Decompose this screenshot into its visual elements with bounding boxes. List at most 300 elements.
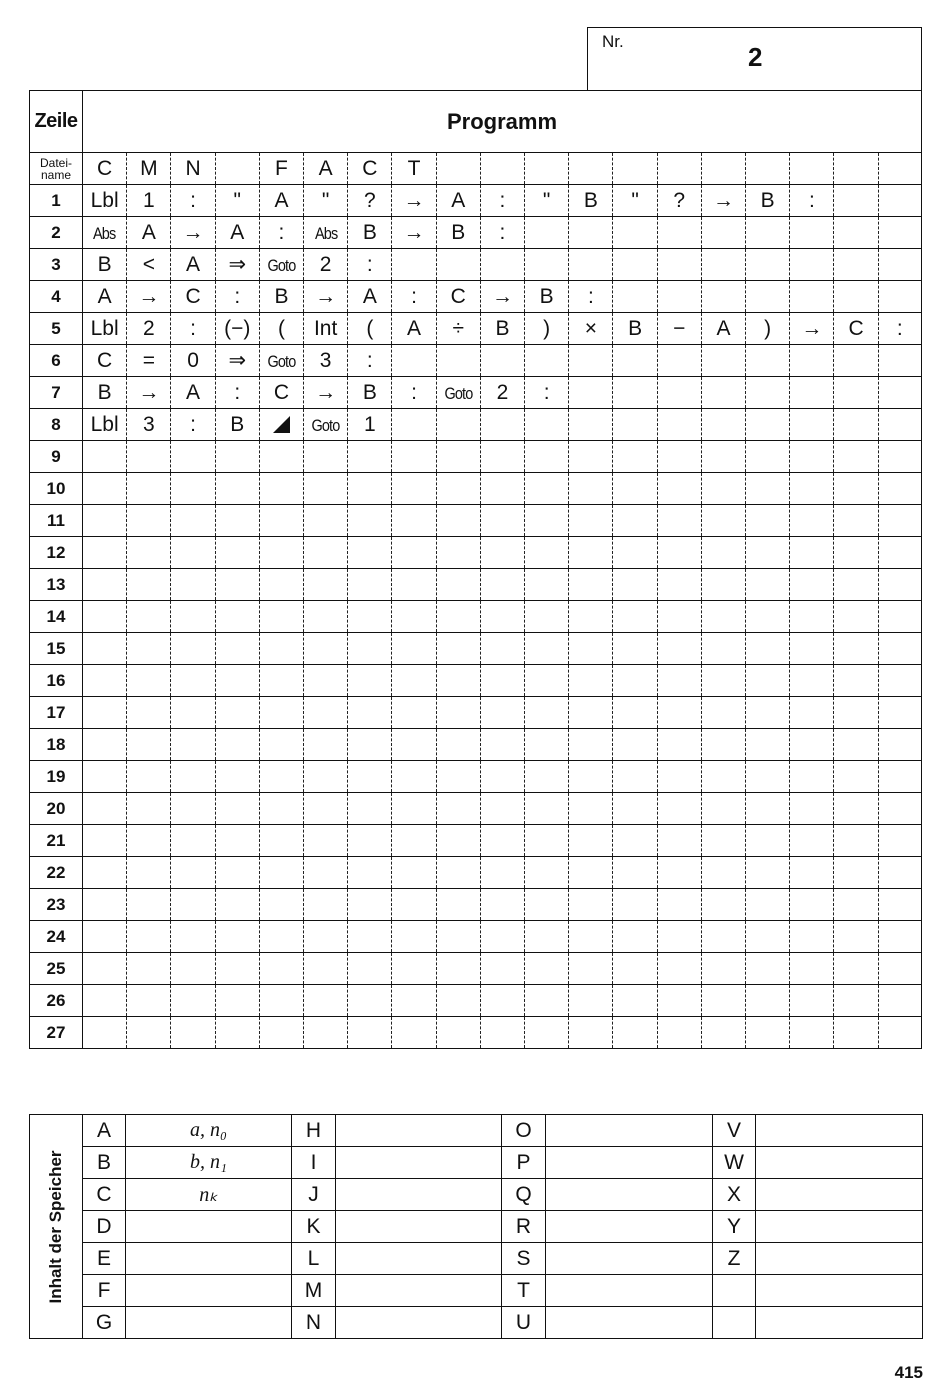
program-cell xyxy=(878,793,921,825)
program-cell xyxy=(569,217,613,249)
program-cell xyxy=(480,953,524,985)
program-cell: A xyxy=(171,249,215,281)
page-number: 415 xyxy=(894,1363,923,1382)
program-line xyxy=(30,249,922,281)
program-cell xyxy=(392,761,436,793)
program-cell xyxy=(259,985,303,1017)
program-cell xyxy=(746,377,790,409)
program-cell xyxy=(348,441,392,473)
dateiname-cell: T xyxy=(392,153,436,185)
program-cell xyxy=(525,761,569,793)
program-cell: : xyxy=(215,281,259,313)
line-number: 16 xyxy=(30,665,83,697)
program-cell: : xyxy=(171,185,215,217)
program-cell xyxy=(348,1017,392,1049)
program-cell xyxy=(525,409,569,441)
program-cell xyxy=(613,409,657,441)
dateiname-row xyxy=(30,153,922,185)
program-cell xyxy=(790,921,834,953)
program-cell xyxy=(392,249,436,281)
program-cell xyxy=(834,345,878,377)
program-cell xyxy=(259,473,303,505)
program-cell xyxy=(392,825,436,857)
memory-register-letter: G xyxy=(83,1307,126,1339)
program-cell xyxy=(480,1017,524,1049)
program-cell xyxy=(790,1017,834,1049)
program-cell xyxy=(83,825,127,857)
program-cell xyxy=(878,569,921,601)
program-cell xyxy=(215,761,259,793)
program-cell xyxy=(348,569,392,601)
program-cell xyxy=(790,409,834,441)
program-cell xyxy=(259,1017,303,1049)
program-cell xyxy=(657,633,701,665)
memory-register-letter: R xyxy=(502,1211,546,1243)
program-cell xyxy=(304,985,348,1017)
program-cell xyxy=(215,825,259,857)
program-cell xyxy=(480,761,524,793)
program-cell xyxy=(525,505,569,537)
program-cell xyxy=(436,249,480,281)
program-cell xyxy=(657,953,701,985)
memory-row xyxy=(30,1275,923,1307)
program-cell xyxy=(569,921,613,953)
program-cell xyxy=(746,1017,790,1049)
program-cell xyxy=(304,441,348,473)
program-cell xyxy=(127,985,171,1017)
program-cell xyxy=(790,857,834,889)
memory-register-letter: I xyxy=(292,1147,336,1179)
program-cell xyxy=(834,761,878,793)
program-cell xyxy=(525,793,569,825)
memory-register-value xyxy=(336,1275,502,1307)
program-cell xyxy=(392,857,436,889)
program-cell xyxy=(701,569,745,601)
program-cell xyxy=(525,569,569,601)
program-cell xyxy=(834,441,878,473)
program-cell: : xyxy=(392,281,436,313)
program-cell xyxy=(348,953,392,985)
cell-text: Abs xyxy=(314,223,337,243)
program-cell xyxy=(392,921,436,953)
memory-register-value xyxy=(336,1243,502,1275)
memory-register-value xyxy=(756,1211,923,1243)
program-cell xyxy=(657,473,701,505)
program-cell xyxy=(480,793,524,825)
program-cell xyxy=(657,793,701,825)
program-line xyxy=(30,889,922,921)
program-cell xyxy=(613,505,657,537)
program-cell xyxy=(613,953,657,985)
line-number: 11 xyxy=(30,505,83,537)
memory-register-value xyxy=(336,1211,502,1243)
program-cell xyxy=(746,217,790,249)
program-cell: A xyxy=(215,217,259,249)
program-line xyxy=(30,985,922,1017)
program-cell xyxy=(480,505,524,537)
program-cell xyxy=(746,473,790,505)
cell-text: Abs xyxy=(93,223,116,243)
program-cell xyxy=(127,761,171,793)
program-cell: → xyxy=(392,217,436,249)
program-cell xyxy=(127,921,171,953)
program-cell xyxy=(657,409,701,441)
program-cell xyxy=(878,217,921,249)
program-cell xyxy=(746,505,790,537)
program-cell xyxy=(613,633,657,665)
program-cell xyxy=(392,473,436,505)
program-cell xyxy=(127,601,171,633)
number-label: Nr. xyxy=(602,32,624,51)
program-cell xyxy=(127,473,171,505)
program-cell xyxy=(348,665,392,697)
program-cell xyxy=(569,377,613,409)
program-cell xyxy=(834,697,878,729)
program-cell xyxy=(348,505,392,537)
program-cell xyxy=(701,825,745,857)
program-cell: 1 xyxy=(348,409,392,441)
program-line xyxy=(30,1017,922,1049)
program-cell xyxy=(480,345,524,377)
program-cell xyxy=(834,889,878,921)
program-cell xyxy=(613,793,657,825)
program-cell xyxy=(701,249,745,281)
program-cell: " xyxy=(215,185,259,217)
program-cell xyxy=(701,697,745,729)
program-cell xyxy=(569,953,613,985)
program-cell xyxy=(657,857,701,889)
program-cell xyxy=(83,601,127,633)
program-cell xyxy=(83,953,127,985)
program-cell: : xyxy=(171,409,215,441)
program-cell xyxy=(613,281,657,313)
program-cell xyxy=(657,345,701,377)
line-number: 7 xyxy=(30,377,83,409)
program-cell xyxy=(259,697,303,729)
program-cell xyxy=(701,537,745,569)
memory-register-value xyxy=(546,1307,713,1339)
program-cell xyxy=(657,665,701,697)
program-cell: B xyxy=(348,377,392,409)
dateiname-cell: N xyxy=(171,153,215,185)
program-cell xyxy=(171,953,215,985)
program-cell xyxy=(613,249,657,281)
program-cell: A xyxy=(83,281,127,313)
line-number: 1 xyxy=(30,185,83,217)
program-cell xyxy=(83,569,127,601)
program-cell xyxy=(834,473,878,505)
program-cell xyxy=(657,249,701,281)
program-cell xyxy=(304,409,348,441)
dateiname-cell xyxy=(436,153,480,185)
program-cell xyxy=(525,697,569,729)
program-cell xyxy=(392,537,436,569)
program-cell xyxy=(834,281,878,313)
program-cell xyxy=(613,665,657,697)
program-cell: B xyxy=(569,185,613,217)
line-number: 6 xyxy=(30,345,83,377)
program-cell xyxy=(392,729,436,761)
program-cell: ( xyxy=(259,313,303,345)
program-cell xyxy=(746,889,790,921)
program-cell: → xyxy=(392,185,436,217)
memory-register-letter xyxy=(713,1307,756,1339)
program-cell: ? xyxy=(348,185,392,217)
program-cell: C xyxy=(436,281,480,313)
program-cell xyxy=(259,825,303,857)
memory-row xyxy=(30,1147,923,1179)
program-cell xyxy=(436,377,480,409)
dateiname-cell: C xyxy=(348,153,392,185)
program-cell xyxy=(348,761,392,793)
program-cell xyxy=(392,441,436,473)
memory-row xyxy=(30,1243,923,1275)
program-line xyxy=(30,313,922,345)
program-cell xyxy=(878,729,921,761)
program-cell xyxy=(569,985,613,1017)
cell-text: Goto xyxy=(444,383,473,403)
program-cell xyxy=(657,825,701,857)
program-cell xyxy=(790,953,834,985)
memory-register-letter: P xyxy=(502,1147,546,1179)
memory-register-letter: O xyxy=(502,1115,546,1147)
program-cell xyxy=(215,921,259,953)
program-cell xyxy=(259,889,303,921)
dateiname-cell xyxy=(746,153,790,185)
program-cell xyxy=(834,185,878,217)
program-cell xyxy=(834,377,878,409)
program-cell xyxy=(790,569,834,601)
memory-row xyxy=(30,1179,923,1211)
program-cell xyxy=(878,377,921,409)
memory-register-letter: M xyxy=(292,1275,336,1307)
program-cell xyxy=(878,857,921,889)
program-cell xyxy=(790,793,834,825)
program-cell xyxy=(746,985,790,1017)
dateiname-cell xyxy=(878,153,921,185)
program-cell: (−) xyxy=(215,313,259,345)
program-cell xyxy=(215,537,259,569)
program-cell xyxy=(436,697,480,729)
program-cell xyxy=(480,729,524,761)
program-cell: ( xyxy=(348,313,392,345)
program-cell xyxy=(171,441,215,473)
memory-register-value xyxy=(546,1179,713,1211)
program-cell xyxy=(569,729,613,761)
dateiname-label-line2: name xyxy=(41,167,72,182)
program-cell xyxy=(304,921,348,953)
program-cell xyxy=(480,825,524,857)
program-cell xyxy=(127,889,171,921)
program-cell xyxy=(878,601,921,633)
program-cell: A xyxy=(171,377,215,409)
memory-row xyxy=(30,1115,923,1147)
program-cell xyxy=(215,441,259,473)
program-cell xyxy=(259,409,303,441)
dateiname-cell xyxy=(657,153,701,185)
program-cell xyxy=(746,697,790,729)
program-cell xyxy=(480,249,524,281)
program-cell xyxy=(569,761,613,793)
program-cell: B xyxy=(83,249,127,281)
program-cell: : xyxy=(790,185,834,217)
program-cell xyxy=(790,761,834,793)
line-number: 25 xyxy=(30,953,83,985)
program-cell xyxy=(746,441,790,473)
program-cell xyxy=(436,921,480,953)
program-cell xyxy=(569,441,613,473)
program-cell xyxy=(657,537,701,569)
program-cell xyxy=(746,345,790,377)
program-line xyxy=(30,729,922,761)
line-number: 23 xyxy=(30,889,83,921)
program-cell xyxy=(878,1017,921,1049)
program-cell xyxy=(834,537,878,569)
program-cell: " xyxy=(525,185,569,217)
program-cell xyxy=(834,569,878,601)
memory-register-letter: E xyxy=(83,1243,126,1275)
program-cell xyxy=(701,857,745,889)
line-number: 21 xyxy=(30,825,83,857)
program-cell xyxy=(171,1017,215,1049)
program-cell: A xyxy=(436,185,480,217)
memory-table xyxy=(29,1114,923,1339)
program-cell xyxy=(701,473,745,505)
program-cell xyxy=(525,537,569,569)
program-cell: ÷ xyxy=(436,313,480,345)
program-cell xyxy=(304,761,348,793)
program-cell xyxy=(392,697,436,729)
dateiname-cell: M xyxy=(127,153,171,185)
program-cell xyxy=(348,473,392,505)
program-cell xyxy=(701,761,745,793)
memory-side-label xyxy=(30,1115,83,1339)
program-cell xyxy=(613,377,657,409)
program-cell xyxy=(348,889,392,921)
program-cell xyxy=(83,217,127,249)
program-cell xyxy=(790,249,834,281)
program-cell: B xyxy=(480,313,524,345)
program-cell: A xyxy=(392,313,436,345)
program-cell xyxy=(790,537,834,569)
memory-register-value xyxy=(126,1307,292,1339)
memory-register-value xyxy=(546,1275,713,1307)
program-cell xyxy=(878,505,921,537)
program-cell xyxy=(480,537,524,569)
program-cell xyxy=(127,825,171,857)
program-cell xyxy=(436,665,480,697)
program-cell: → xyxy=(171,217,215,249)
program-cell xyxy=(480,665,524,697)
program-line xyxy=(30,665,922,697)
number-value: 2 xyxy=(748,42,763,72)
program-cell xyxy=(304,953,348,985)
program-cell xyxy=(83,729,127,761)
program-cell: : xyxy=(348,249,392,281)
program-cell xyxy=(127,569,171,601)
program-cell xyxy=(613,1017,657,1049)
memory-register-value xyxy=(546,1115,713,1147)
program-cell: C xyxy=(834,313,878,345)
memory-register-value xyxy=(126,1275,292,1307)
program-cell xyxy=(569,825,613,857)
program-cell xyxy=(701,377,745,409)
memory-register-letter: L xyxy=(292,1243,336,1275)
program-cell xyxy=(259,761,303,793)
program-cell xyxy=(613,857,657,889)
memory-register-letter: V xyxy=(713,1115,756,1147)
program-line xyxy=(30,505,922,537)
program-cell xyxy=(525,889,569,921)
program-cell: 2 xyxy=(480,377,524,409)
program-cell xyxy=(834,825,878,857)
program-cell xyxy=(613,441,657,473)
program-cell xyxy=(480,441,524,473)
program-cell xyxy=(83,697,127,729)
program-cell xyxy=(127,793,171,825)
program-cell xyxy=(127,505,171,537)
program-cell xyxy=(701,953,745,985)
program-cell xyxy=(525,953,569,985)
program-cell xyxy=(613,473,657,505)
program-cell xyxy=(746,761,790,793)
memory-register-value: b, n₁ xyxy=(126,1147,292,1179)
program-cell xyxy=(790,601,834,633)
program-cell xyxy=(613,985,657,1017)
programm-header: Programm xyxy=(83,91,922,153)
program-cell xyxy=(790,281,834,313)
program-cell xyxy=(790,633,834,665)
program-cell: : xyxy=(569,281,613,313)
program-line xyxy=(30,601,922,633)
program-cell xyxy=(436,857,480,889)
program-cell xyxy=(304,505,348,537)
program-line xyxy=(30,377,922,409)
program-cell xyxy=(569,537,613,569)
program-cell xyxy=(569,601,613,633)
program-cell xyxy=(701,441,745,473)
program-cell xyxy=(701,345,745,377)
line-number: 10 xyxy=(30,473,83,505)
program-cell xyxy=(746,857,790,889)
line-number: 5 xyxy=(30,313,83,345)
program-cell xyxy=(878,921,921,953)
cell-text: Goto xyxy=(311,415,340,435)
program-cell xyxy=(834,249,878,281)
program-cell xyxy=(480,921,524,953)
program-cell xyxy=(480,889,524,921)
program-cell xyxy=(215,633,259,665)
program-cell xyxy=(746,921,790,953)
program-cell xyxy=(348,985,392,1017)
program-cell xyxy=(83,1017,127,1049)
program-cell xyxy=(171,665,215,697)
program-cell xyxy=(392,953,436,985)
program-cell xyxy=(127,857,171,889)
program-cell: 2 xyxy=(304,249,348,281)
program-cell xyxy=(878,249,921,281)
program-cell: B xyxy=(215,409,259,441)
program-cell xyxy=(392,1017,436,1049)
memory-register-value xyxy=(336,1115,502,1147)
program-cell xyxy=(569,249,613,281)
program-cell xyxy=(878,985,921,1017)
program-cell xyxy=(83,441,127,473)
line-number: 27 xyxy=(30,1017,83,1049)
program-cell xyxy=(613,825,657,857)
program-cell xyxy=(657,921,701,953)
program-cell xyxy=(746,793,790,825)
